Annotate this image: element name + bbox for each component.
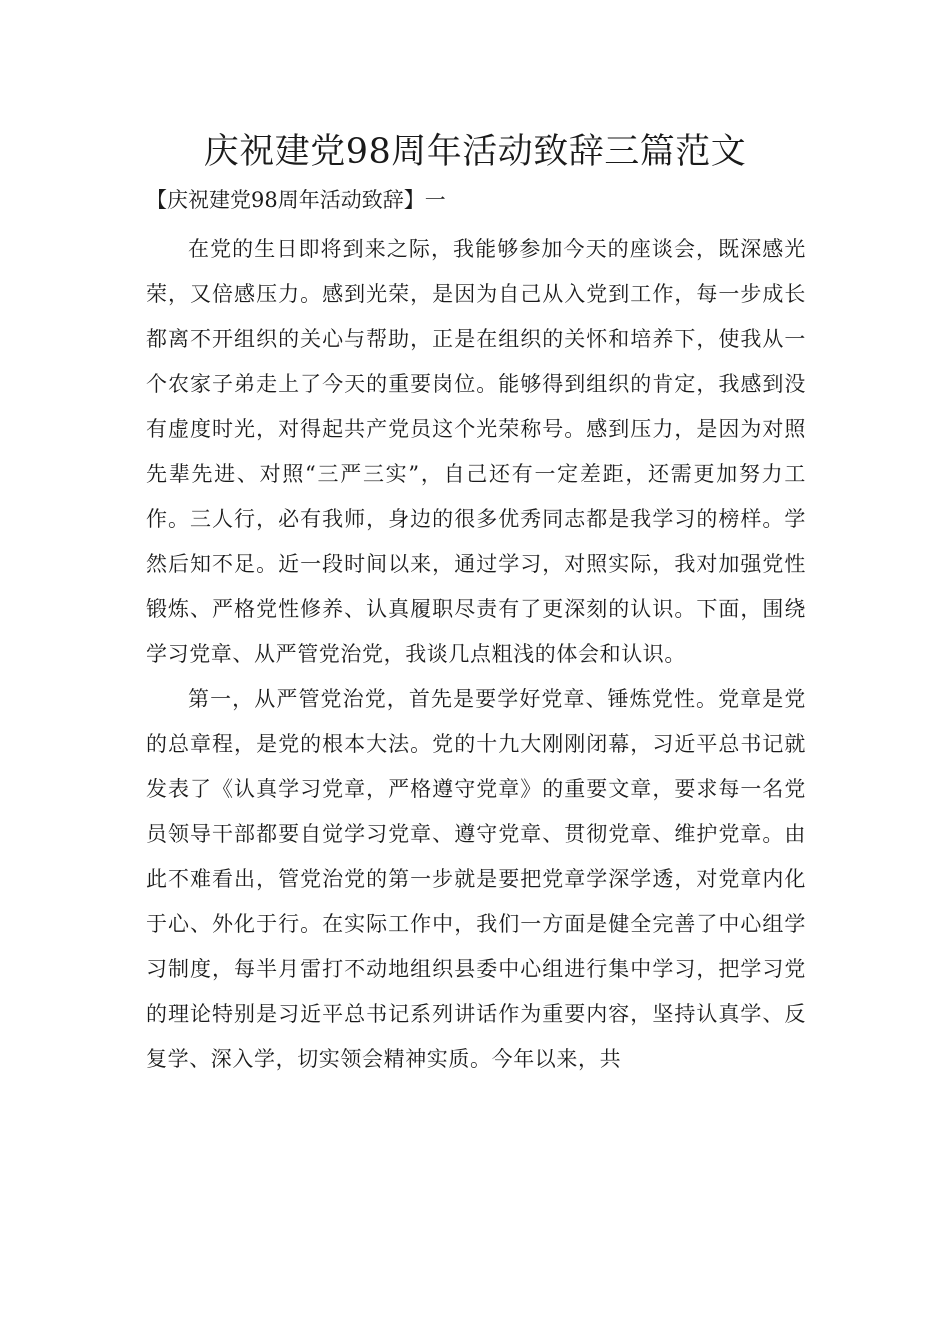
section-heading: 【庆祝建党98周年活动致辞】一 [146, 188, 446, 212]
document-body [146, 227, 806, 1082]
body-paragraph-2: 第一，从严管党治党，首先是要学好党章、锤炼党性。党章是党的总章程，是党的根本大法。党的十九大刚刚闭幕，习近平总书记就发表了《认真学习党章，严格遵守党章》的重要文章，要求每一名党员领导干部都要自觉学习党章、遵守党章、贯彻党章、维护党章。由此不难看出，管党治党的第一步就是要把党章学深学透，对党章内化于心、外化于行。在实际工作中，我们一方面是健全完善了中心组学习制度，每半月雷打不动地组织县委中心组进行集中学习，把学习党的理论特别是习近平总书记系列讲话作为重要内容，坚持认真学、反复学、深入学，切实领会精神实质。今年以来，共 [146, 687, 806, 1071]
document-title: 庆祝建党98周年活动致辞三篇范文 [203, 132, 747, 172]
body-paragraph-1: 在党的生日即将到来之际，我能够参加今天的座谈会，既深感光荣，又倍感压力。感到光荣，是因为自己从入党到工作，每一步成长都离不开组织的关心与帮助，正是在组织的关怀和培养下，使我从一个农家子弟走上了今天的重要岗位。能够得到组织的肯定，我感到没有虚度时光，对得起共产党员这个光荣称号。感到压力，是因为对照先辈先进、对照“三严三实”，自己还有一定差距，还需更加努力工作。三人行，必有我师，身边的很多优秀同志都是我学习的榜样。学然后知不足。近一段时间以来，通过学习，对照实际，我对加强党性锻炼、严格党性修养、认真履职尽责有了更深刻的认识。下面，围绕学习党章、从严管党治党，我谈几点粗浅的体会和认识。 [146, 237, 806, 666]
